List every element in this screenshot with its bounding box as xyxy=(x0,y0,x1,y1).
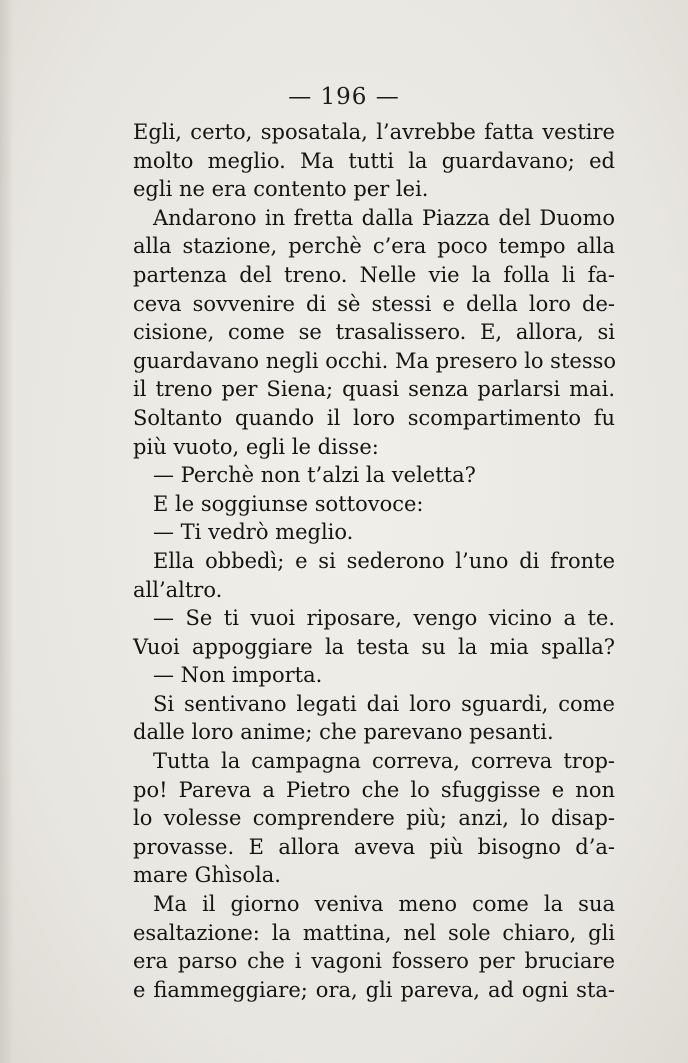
text-line: guardavano negli occhi. Ma presero lo stesso xyxy=(133,348,617,373)
text-line: Si sentivano legati dai loro sguardi, come xyxy=(153,691,615,716)
text-line: Soltanto quando il loro scompartimento fu xyxy=(133,405,615,430)
text-line: Ma il giorno veniva meno come la sua xyxy=(153,892,615,917)
text-line: Egli, certo, sposatala, l’avrebbe fatta vestire xyxy=(133,120,615,144)
text-line: esaltazione: la mattina, nel sole chiaro, gli xyxy=(133,920,615,945)
text-line: e fiammeggiare; ora, gli pareva, ad ogni sta- xyxy=(133,977,615,1002)
text-line: Ella obbedì; e si sederono l’uno di fronte xyxy=(153,548,615,573)
text-line: era parso che i vagoni fossero per bruciare xyxy=(133,949,615,974)
text-line: provasse. E allora aveva più bisogno d’a- xyxy=(133,834,615,859)
text-line: più vuoto, egli le disse: xyxy=(133,434,379,459)
page-edge-shadow xyxy=(0,0,14,1063)
text-line: alla stazione, perchè c’era poco tempo alla xyxy=(133,234,615,259)
page-number: — 196 — xyxy=(288,84,400,110)
text-line: Tutta la campagna correva, correva trop- xyxy=(153,749,615,774)
text-line: all’altro. xyxy=(133,577,223,602)
text-line: — Se ti vuoi riposare, vengo vicino a te. xyxy=(153,606,615,631)
text-line: Andarono in fretta dalla Piazza del Duomo xyxy=(153,205,615,230)
text-line: ceva sovvenire di sè stessi e della loro de- xyxy=(133,291,615,316)
text-line: molto meglio. Ma tutti la guardavano; ed xyxy=(133,148,615,173)
text-line: — Ti vedrò meglio. xyxy=(153,520,354,545)
text-line: lo volesse comprendere più; anzi, lo disap- xyxy=(133,806,615,831)
text-line: po! Pareva a Pietro che lo sfuggisse e non xyxy=(133,777,615,802)
text-line: — Non importa. xyxy=(153,663,323,688)
text-line: il treno per Siena; quasi senza parlarsi mai. xyxy=(133,377,615,402)
text-line: cisione, come se trasalissero. E, allora, si xyxy=(133,320,615,345)
text-line: E le soggiunse sottovoce: xyxy=(153,491,424,516)
text-line: Vuoi appoggiare la testa su la mia spalla? xyxy=(133,634,615,659)
text-line: mare Ghìsola. xyxy=(133,863,281,888)
text-line: dalle loro anime; che parevano pesanti. xyxy=(133,720,554,745)
text-line: partenza del treno. Nelle vie la folla li fa- xyxy=(133,262,615,287)
text-line: — Perchè non t’alzi la veletta? xyxy=(153,463,476,488)
text-line: egli ne era contento per lei. xyxy=(133,177,429,202)
body-text xyxy=(133,118,615,1004)
